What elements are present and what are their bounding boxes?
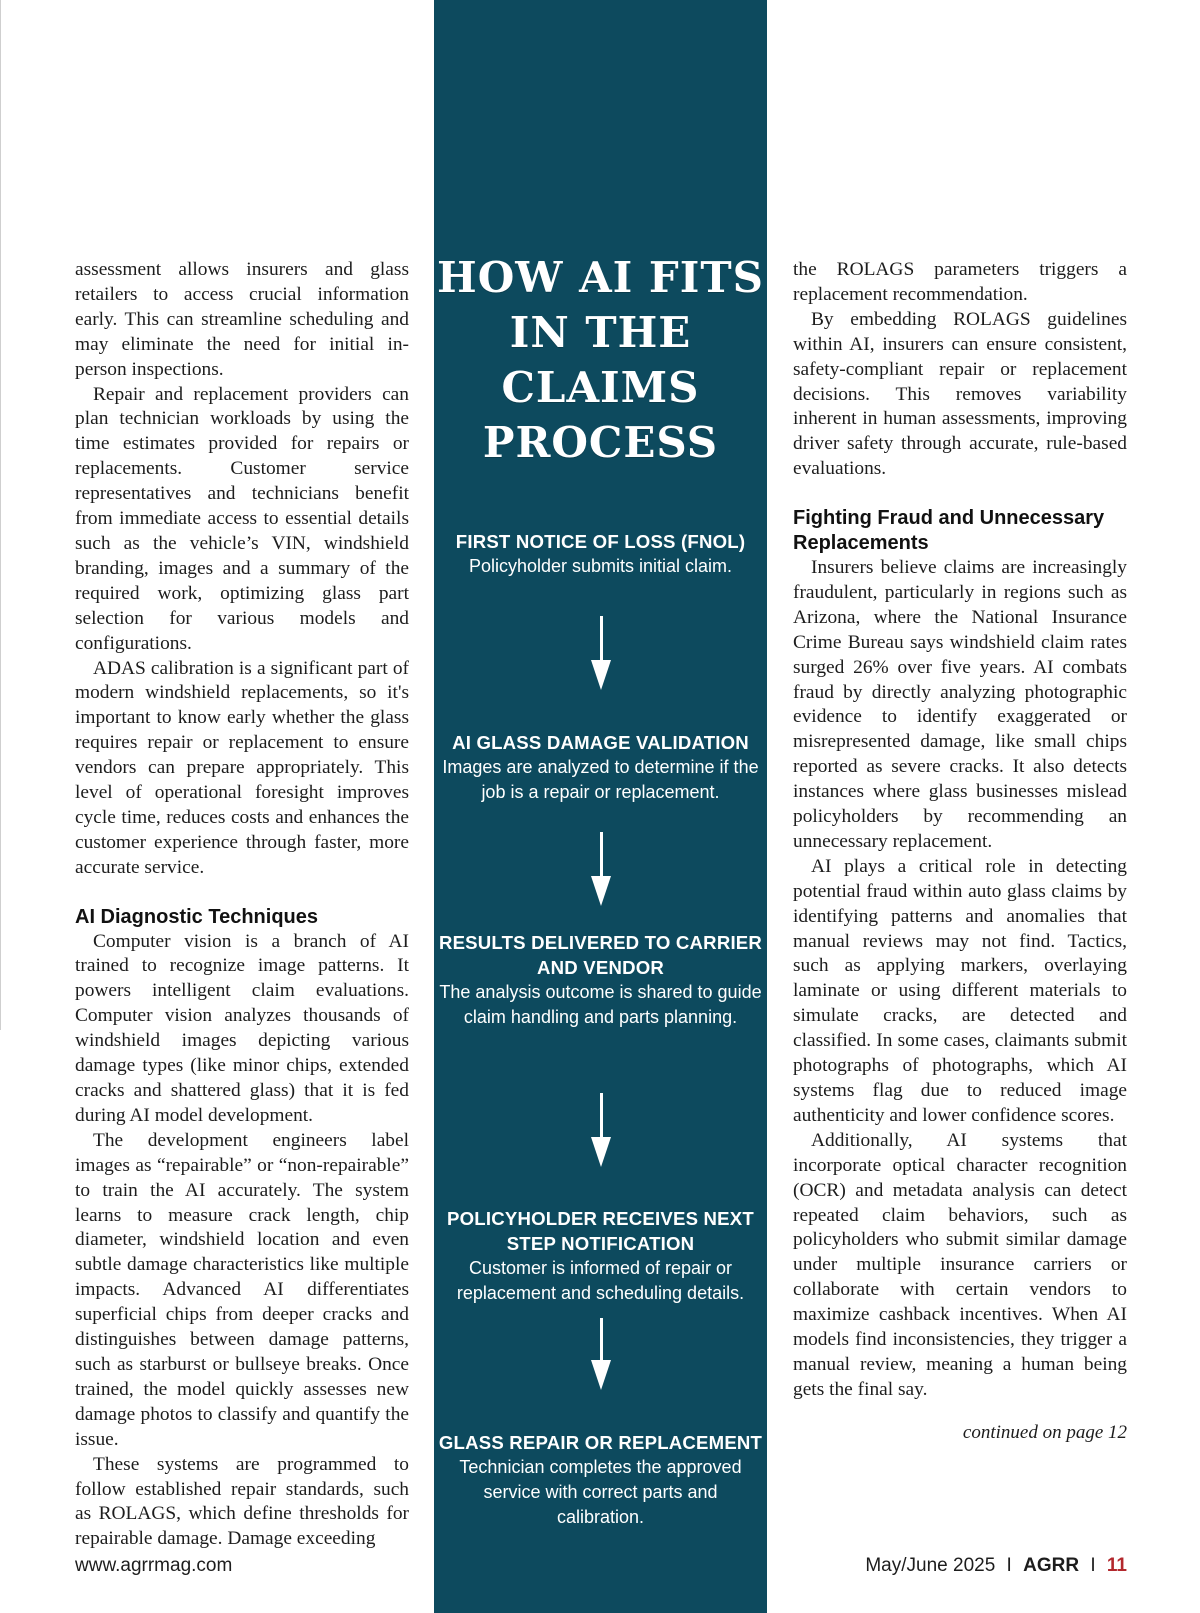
body-paragraph: Insurers believe claims are increasingly fraudulent, particularly in regions such as Arizona, where the National Insurance Crime Bureau says windshield claim rates surged 26% over five years. AI combats fraud by directly analyzing photographic evidence to identify exaggerated or misrepresented damage, like small chips reported as severe cracks. It also detects instances where glass businesses mislead policyholders by recommending an unnecessary replacement.: [793, 556, 1127, 852]
body-paragraph: Repair and replacement providers can plan technician workloads by using the time estimates provided for repairs or replacements. Customer service representatives and technicians benefit from immediate access to essential details such as the vehicle’s VIN, windshield branding, images and a summary of the required work, optimizing glass part selection for various models and configurations.: [75, 383, 409, 654]
right-column: [793, 258, 1127, 1446]
section-heading: AI Diagnostic Techniques: [75, 905, 318, 928]
page-edge-rule: [0, 0, 1, 1030]
body-paragraph: AI plays a critical role in detecting potential fraud within auto glass claims by identifying patterns and anomalies that manual reviews may not find. Tactics, such as applying markers, overlaying laminate or using different materials to simulate cracks, are detected and classified. In some cases, claimants submit photographs of photographs, which AI systems flag due to reduced image authenticity and lower confidence scores.: [793, 855, 1127, 1126]
footer-separator: I: [1090, 1555, 1096, 1576]
step-title: RESULTS DELIVERED TO CARRIER AND VENDOR: [438, 932, 763, 978]
step-title: AI GLASS DAMAGE VALIDATION: [452, 732, 749, 753]
continued-note: continued on page 12: [962, 1421, 1127, 1443]
step-title: POLICYHOLDER RECEIVES NEXT STEP NOTIFICATION: [447, 1208, 754, 1254]
body-paragraph: The development engineers label images as “repairable” or “non-repairable” to train the AI accurately. The system learns to measure crack length, chip diameter, windshield location and even subtle damage characteristics like multiple impacts. Advanced AI differentiates superficial chips from deeper cracks and distinguishes between damage patterns, such as starburst or bullseye breaks. Once trained, the model quickly assesses new damage photos to classify and quantify the issue.: [75, 1129, 409, 1450]
body-paragraph: assessment allows insurers and glass retailers to access crucial information early. This can streamline scheduling and may eliminate the need for initial in-person inspections.: [75, 259, 409, 380]
process-step: [438, 1430, 763, 1530]
step-description: Images are analyzed to determine if the job is a repair or replacement.: [442, 757, 759, 802]
section-heading: Fighting Fraud and Unnecessary Replacements: [793, 507, 1105, 555]
sidebar-panel: [434, 0, 767, 1613]
step-description: Technician completes the approved service with correct parts and calibration.: [459, 1457, 742, 1527]
left-column: [75, 258, 409, 1552]
process-step: [438, 930, 763, 1030]
footer-brand: AGRR: [1023, 1555, 1080, 1576]
body-paragraph: Computer vision is a branch of AI trained to recognize image patterns. It powers intelligent claim evaluations. Computer vision analyzes thousands of windshield images depicting various damage types (like minor chips, extended cracks and shattered glass) that it is fed during AI model development.: [75, 930, 409, 1126]
body-paragraph: By embedding ROLAGS guidelines within AI, insurers can ensure consistent, safety-compliant repair or replacement decisions. This removes variability inherent in human assessments, improving driver safety through accurate, rule-based evaluations.: [793, 308, 1127, 480]
process-step: [438, 730, 763, 805]
footer-separator: I: [1006, 1555, 1012, 1576]
footer-issue-info: [793, 1555, 1127, 1577]
sidebar-title: [434, 250, 767, 470]
page-number: 11: [1106, 1555, 1127, 1576]
step-title: FIRST NOTICE OF LOSS (FNOL): [455, 531, 746, 552]
step-title: GLASS REPAIR OR REPLACEMENT: [438, 1432, 763, 1453]
body-paragraph: These systems are programmed to follow established repair standards, such as ROLAGS, which define thresholds for repairable damage. Damage exceeding: [75, 1453, 409, 1550]
body-paragraph: ADAS calibration is a significant part of modern windshield replacements, so it's important to know early whether the glass requires repair or replacement to ensure vendors can prepare appropriately. This level of operational foresight improves cycle time, reduces costs and enhances the customer experience through faster, more accurate service.: [75, 657, 409, 878]
step-description: Customer is informed of repair or replacement and scheduling details.: [456, 1258, 745, 1303]
process-step: [438, 529, 763, 579]
body-paragraph: the ROLAGS parameters triggers a replacement recommendation.: [793, 259, 1127, 305]
body-paragraph: Additionally, AI systems that incorporate optical character recognition (OCR) and metadata analysis can detect repeated claim behaviors, such as policyholders who submit similar damage under multiple insurance carriers or collaborate with certain vendors to maximize cashback incentives. When AI models find inconsistencies, they trigger a manual review, meaning a human being gets the final say.: [793, 1129, 1127, 1400]
step-description: Policyholder submits initial claim.: [468, 556, 733, 576]
footer-website: www.agrrmag.com: [75, 1555, 233, 1576]
step-description: The analysis outcome is shared to guide claim handling and parts planning.: [439, 982, 762, 1027]
sidebar-title-text: HOW AI FITS IN THE CLAIMS PROCESS: [437, 253, 764, 467]
process-step: [438, 1206, 763, 1306]
footer-issue-date: May/June 2025: [865, 1555, 996, 1576]
